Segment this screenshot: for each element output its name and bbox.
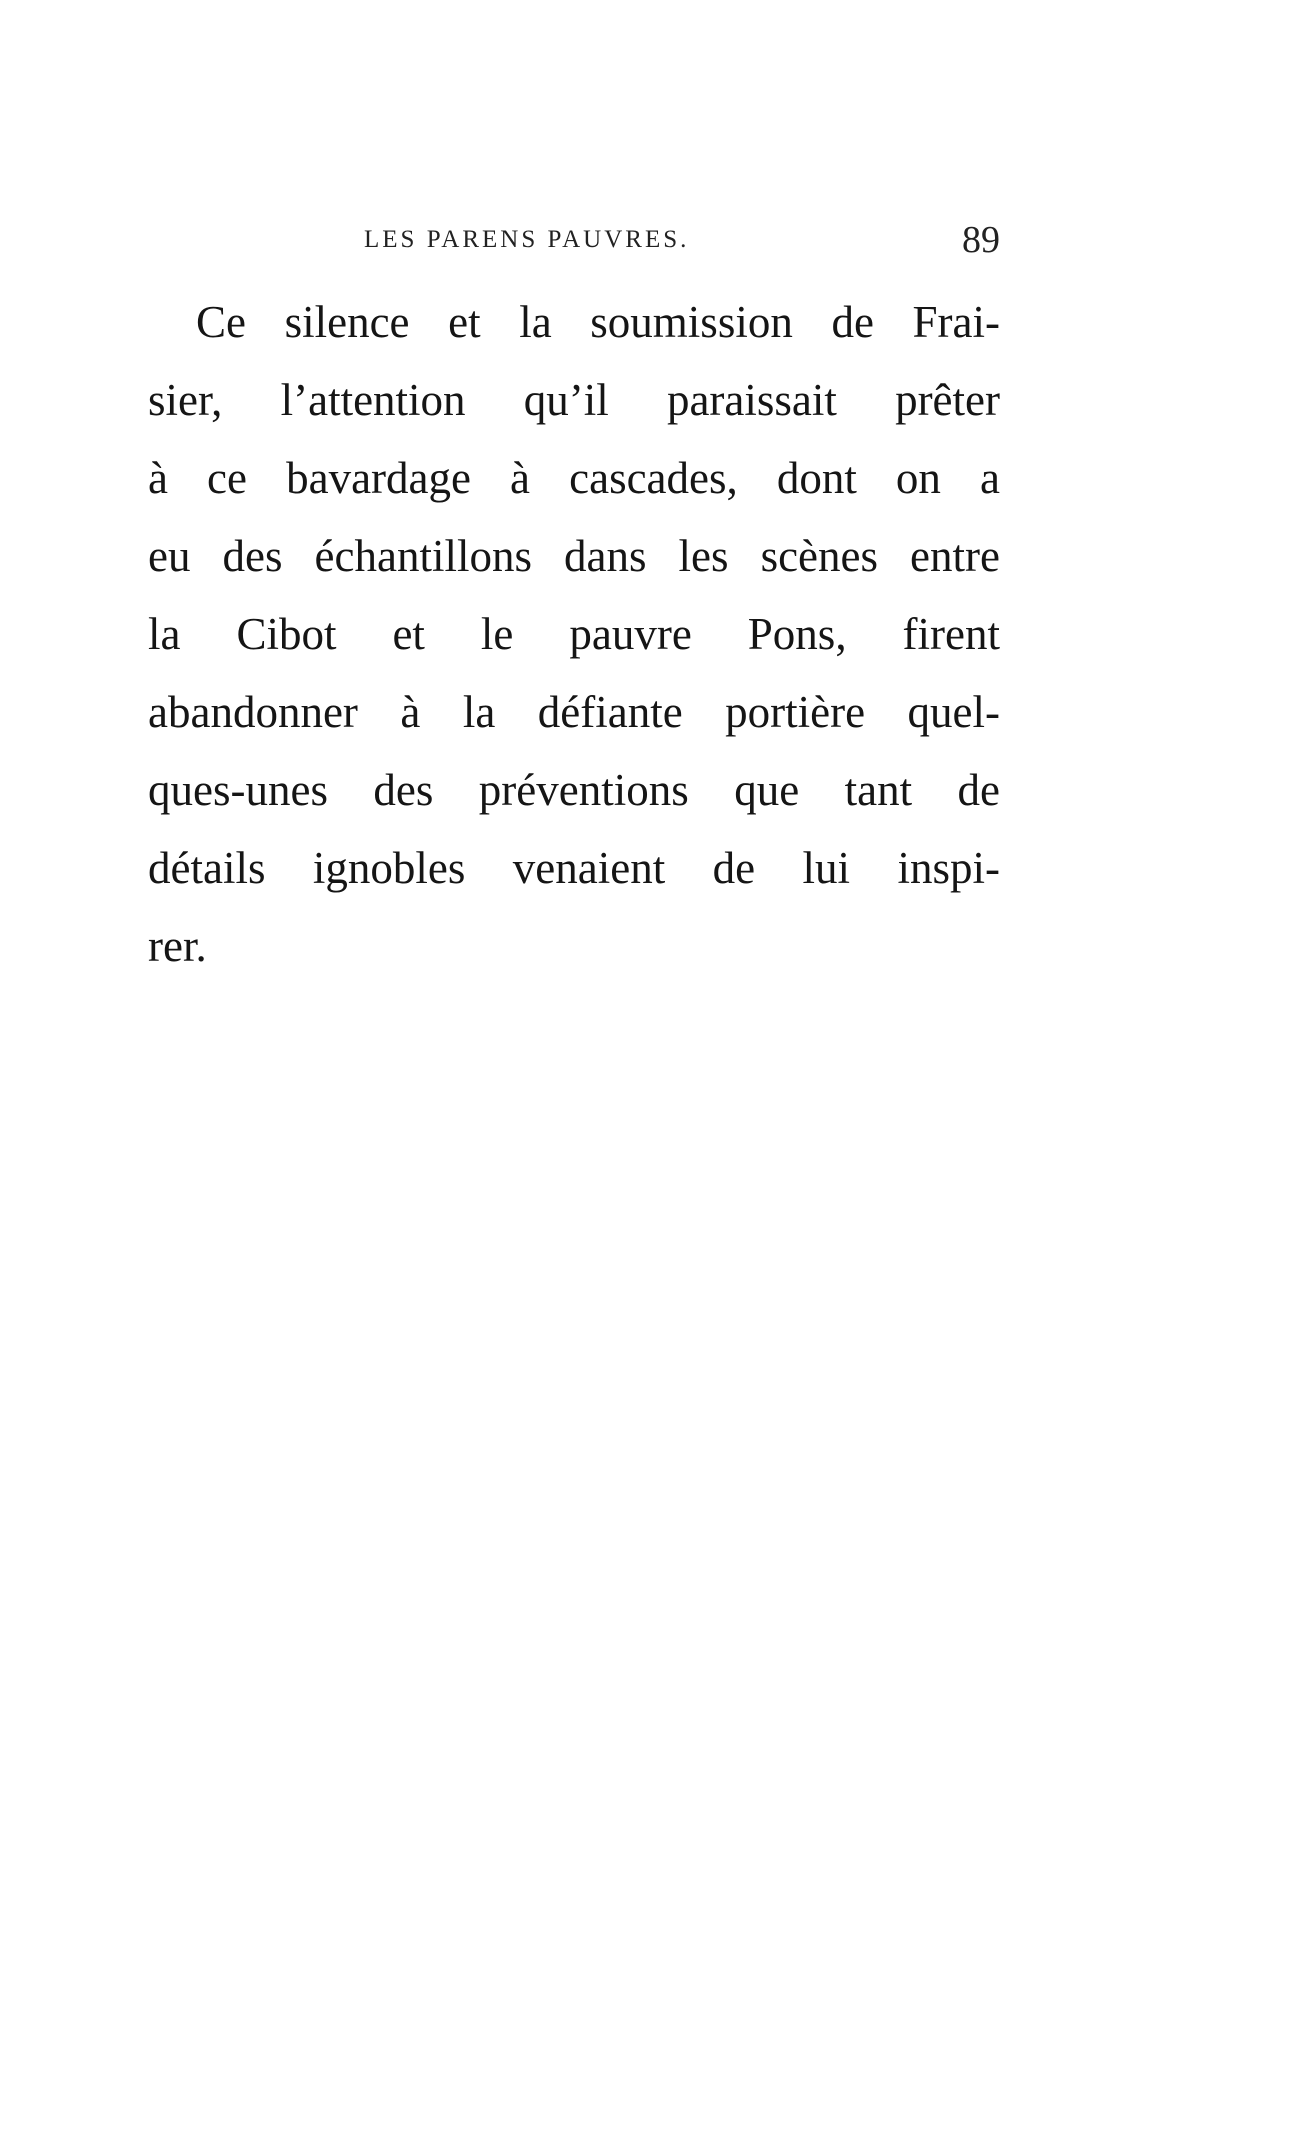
page-number: 89 [962,219,1000,261]
text-line: eu des échantillons dans les scènes entre [148,531,1000,581]
text-line: la Cibot et le pauvre Pons, firent [148,609,1000,659]
paragraph [148,283,1000,985]
running-title: LES PARENS PAUVRES. [364,226,690,253]
text-line: rer. [148,921,207,971]
page-header [148,218,1000,268]
text-line: Ce silence et la soumission de Frai- [196,297,1000,347]
text-line: ques-unes des préventions que tant de [148,765,1000,815]
text-line: à ce bavardage à cascades, dont on a [148,453,1000,503]
text-line: sier, l’attention qu’il paraissait prêter [148,375,1000,425]
text-line: abandonner à la défiante portière quel- [148,687,1000,737]
text-line: détails ignobles venaient de lui inspi- [148,843,1000,893]
